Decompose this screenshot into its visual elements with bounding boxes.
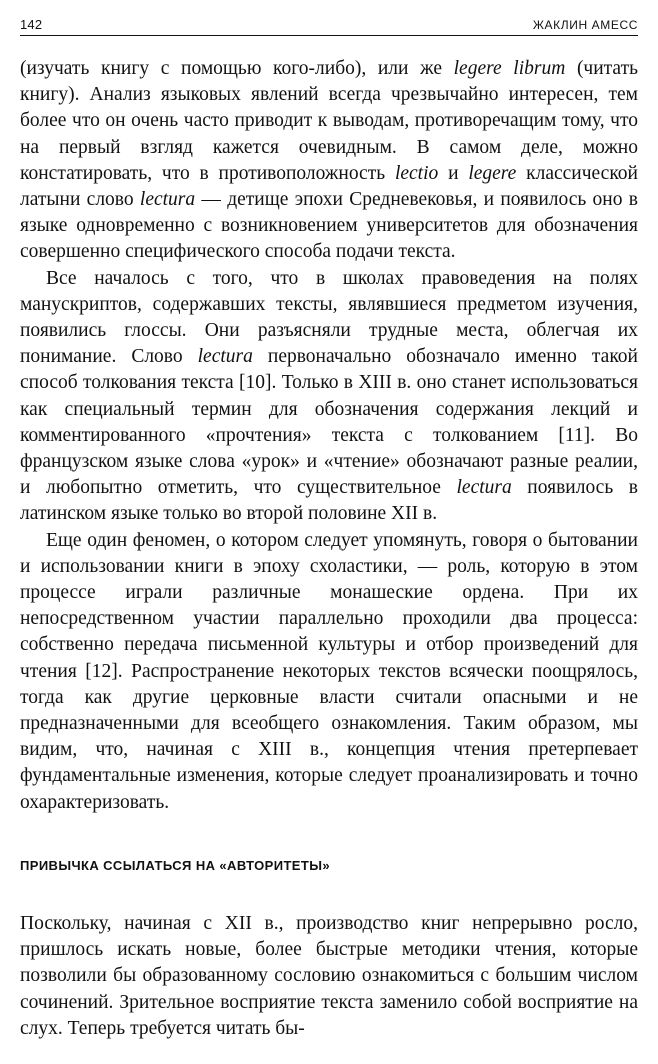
text-run: первоначально обозначало именно такой способ толкования текста [10]. Только в XIII в. оно станет использоваться как специальный термин для обозначения содержания лекций и комментированного «прочтения» текста с толкованием [11]. Во французском языке слова «урок» и «чтение» обозначают разные реалии, и любопытно отметить, что существительное	[20, 346, 638, 499]
text-run: Еще один феномен, о котором следует упомянуть, говоря о бытовании и использовании книги в эпоху схоластики, — роль, которую в этом процессе играли различные монашеские ордена. При их непосредственном участии параллельно проходили два процесса: собственно передача письменной культуры и отбор произведений для чтения [12]. Распространение некоторых текстов всячески поощрялось, тогда как другие церковные власти считали опасными и не предназначенными для всеобщего ознакомления. Таким образом, мы видим, что, начиная с XIII в., концепция чтения претерпевает фундаментальные изменения, которые следует проанализировать и точно охарактеризовать.	[20, 529, 638, 813]
latin-term: lectura	[197, 346, 253, 368]
paragraph	[20, 266, 638, 528]
text-run: классической латыни слово	[20, 162, 638, 211]
page-number: 142	[20, 17, 43, 32]
paragraph	[20, 911, 638, 1042]
latin-term: legere	[468, 162, 517, 184]
body-text-section	[20, 911, 638, 1042]
text-run: — детище эпохи Средневековья, и появилось оно в языке одновременно с возникновением университетов для обозначения совершенно специфического способа подачи текста.	[20, 189, 638, 263]
text-run: Поскольку, начиная с XII в., производство книг непрерывно росло, пришлось искать новые, более быстрые методики чтения, которые позволили бы образованному сословию ознакомиться с большим числом сочинений. Зрительное восприятие текста заменило собой восприятие на слух. Теперь требуется читать бы-	[20, 912, 638, 1039]
text-run: появилось в латинском языке только во второй половине XII в.	[20, 477, 638, 525]
text-run: (читать книгу). Анализ языковых явлений всегда чрезвычайно интересен, тем более что он очень часто приводит к выводам, противоречащим тому, что на первый взгляд кажется очевидным. В самом деле, можно констатировать, что в противоположность	[20, 58, 638, 184]
latin-term: legere librum	[453, 58, 566, 79]
text-run: Все началось с того, что в школах правоведения на полях манускриптов, содержавших тексты, являвшиеся предметом изучения, появились глоссы. Они разъясняли трудные места, облегчая их понимание. Слово	[20, 267, 638, 368]
latin-term: lectura	[139, 189, 196, 211]
section-heading: ПРИВЫЧКА ССЫЛАТЬСЯ НА «АВТОРИТЕТЫ»	[20, 857, 330, 873]
text-run: и	[438, 162, 469, 184]
body-text	[20, 56, 638, 816]
running-head-author: ЖАКЛИН АМЕСС	[532, 18, 638, 32]
running-head	[20, 8, 638, 36]
text-run: (изучать книгу с помощью кого-либо), или же	[20, 58, 454, 79]
paragraph-continued	[20, 56, 638, 266]
paragraph	[20, 528, 638, 816]
latin-term: lectio	[394, 162, 439, 184]
latin-term: lectura	[456, 477, 512, 499]
